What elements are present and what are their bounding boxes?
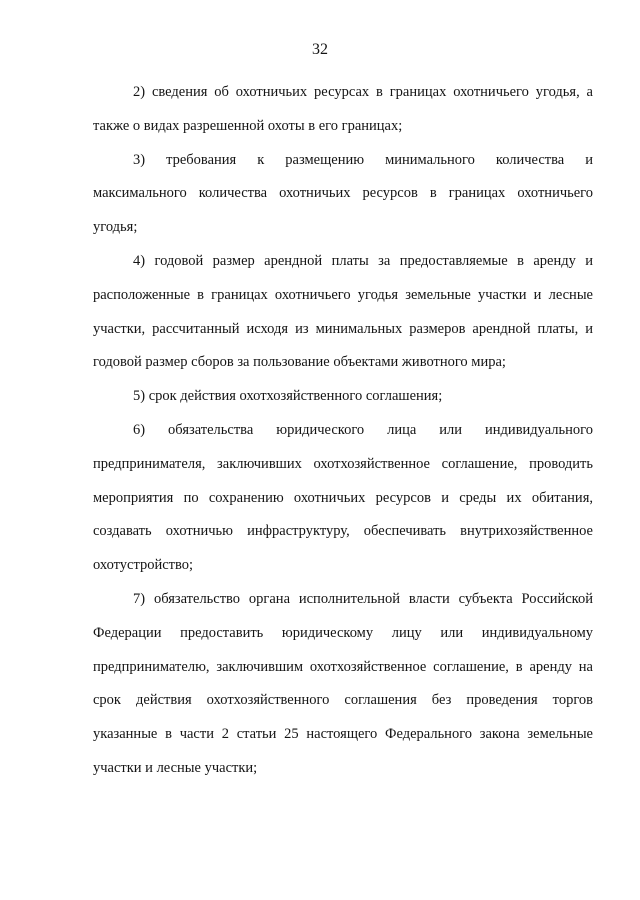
paragraph-line: 2) сведения об охотничьих ресурсах в границах охотничьего угодья, а <box>133 84 593 100</box>
paragraph-line: срок действия охотхозяйственного соглашения без проведения торгов <box>93 692 593 709</box>
paragraph-line: предпринимателю, заключившим охотхозяйственное соглашение, в аренду на <box>93 658 593 675</box>
paragraph-line: указанные в части 2 статьи 25 настоящего Федерального закона земельные <box>93 726 593 743</box>
paragraph-line: создавать охотничью инфраструктуру, обеспечивать внутрихозяйственное <box>93 523 593 540</box>
paragraph-line: мероприятия по сохранению охотничьих ресурсов и среды их обитания, <box>93 489 593 506</box>
paragraph-item-7 <box>93 583 593 786</box>
paragraph-line: угодья; <box>93 219 138 236</box>
paragraph-line: предпринимателя, заключивших охотхозяйственное соглашение, проводить <box>93 455 593 472</box>
paragraph-line: участки, рассчитанный исходя из минимальных размеров арендной платы, и <box>93 320 593 337</box>
paragraph-line: 4) годовой размер арендной платы за предоставляемые в аренду и <box>133 252 593 269</box>
paragraph-line: участки и лесные участки; <box>93 759 258 776</box>
paragraph-line: расположенные в границах охотничьего угодья земельные участки и лесные <box>93 286 593 303</box>
paragraph-line: 5) срок действия охотхозяйственного соглашения; <box>133 388 443 405</box>
paragraph-line: 6) обязательства юридического лица или индивидуального <box>133 421 593 438</box>
paragraph-item-6 <box>93 414 593 583</box>
document-body <box>93 76 593 786</box>
paragraph-item-5 <box>93 380 593 414</box>
paragraph-line: Федерации предоставить юридическому лицу или индивидуальному <box>93 624 593 641</box>
paragraph-line: 3) требования к размещению минимального количества и <box>133 151 593 168</box>
paragraph-line: годовой размер сборов за пользование объектами животного мира; <box>93 354 506 371</box>
paragraph-line: охотустройство; <box>93 557 194 574</box>
page-number: 32 <box>312 41 328 58</box>
paragraph-line: максимального количества охотничьих ресурсов в границах охотничьего <box>93 185 593 202</box>
paragraph-item-2 <box>93 76 593 144</box>
paragraph-item-4 <box>93 245 593 380</box>
paragraph-item-3 <box>93 144 593 245</box>
paragraph-line: 7) обязательство органа исполнительной власти субъекта Российской <box>133 590 593 607</box>
paragraph-line: также о видах разрешенной охоты в его границах; <box>93 117 403 134</box>
